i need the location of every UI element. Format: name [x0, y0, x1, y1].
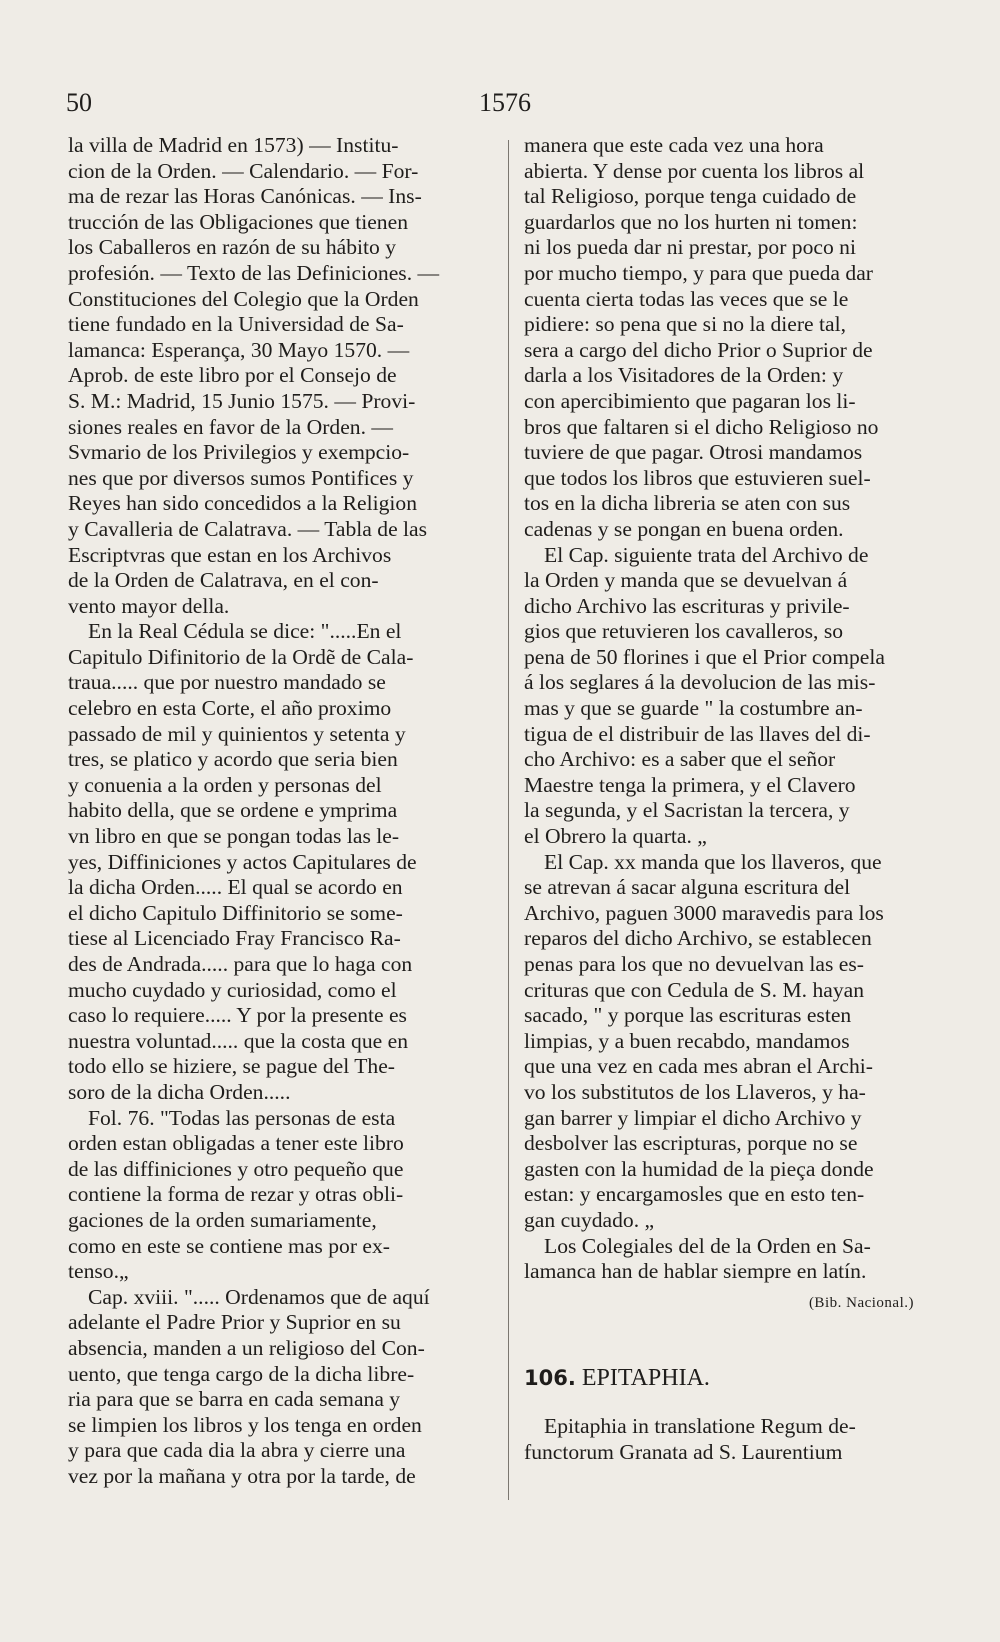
- text-line: como en este se contiene mas por ex-: [68, 1233, 390, 1258]
- text-line: el Obrero la quarta. „: [524, 824, 707, 849]
- text-line: que una vez en cada mes abran el Archi-: [524, 1054, 873, 1079]
- text-line: vento mayor della.: [68, 593, 230, 618]
- text-line: yes, Diffiniciones y actos Capitulares de: [68, 849, 417, 874]
- text-line: limpias, y a buen recabdo, mandamos: [524, 1028, 850, 1053]
- text-line: reparos del dicho Archivo, se establecen: [524, 926, 872, 951]
- text-line: gasten con la humidad de la pieça donde: [524, 1156, 874, 1181]
- text-line: abierta. Y dense por cuenta los libros al: [524, 158, 865, 183]
- text-line: el dicho Capitulo Diffinitorio se some-: [68, 900, 403, 925]
- text-line: tal Religioso, porque tenga cuidado de: [524, 184, 857, 209]
- text-line: vo los substitutos de los Llaveros, y ha-: [524, 1079, 866, 1104]
- text-line: ni los pueda dar ni prestar, por poco ni: [524, 235, 856, 260]
- text-line: trucción de las Obligaciones que tienen: [68, 209, 408, 234]
- text-line: mucho cuydado y curiosidad, como el: [68, 977, 397, 1002]
- text-line: mas y que se guarde " la costumbre an-: [524, 696, 863, 721]
- entry-title: EPITAPHIA.: [581, 1365, 710, 1392]
- text-line: los Caballeros en razón de su hábito y: [68, 235, 397, 260]
- text-line: gios que retuvieren los cavalleros, so: [524, 619, 844, 644]
- page-number: 50: [66, 88, 92, 117]
- text-line: la segunda, y el Sacristan la tercera, y: [524, 798, 850, 823]
- text-line: dicho Archivo las escrituras y privile-: [524, 593, 850, 618]
- text-line: En la Real Cédula se dice: ".....En el: [88, 619, 402, 644]
- text-line: cho Archivo: es a saber que el señor: [524, 747, 836, 772]
- text-line: crituras que con Cedula de S. M. hayan: [524, 977, 865, 1002]
- text-line: gaciones de la orden sumariamente,: [68, 1207, 377, 1232]
- text-line: tiene fundado en la Universidad de Sa-: [68, 312, 404, 337]
- text-line: y para que cada dia la abra y cierre una: [68, 1438, 406, 1463]
- text-line: gan cuydado. „: [524, 1207, 655, 1232]
- text-line: pidiere: so pena que si no la diere tal,: [524, 312, 846, 337]
- text-line: tres, se platico y acordo que seria bien: [68, 747, 398, 772]
- text-line: pena de 50 florines i que el Prior compela: [524, 644, 885, 669]
- text-line: la Orden y manda que se devuelvan á: [524, 568, 848, 593]
- text-line: absencia, manden a un religioso del Con-: [68, 1335, 425, 1360]
- right-column-text: [524, 133, 954, 1285]
- text-line: tigua de el distribuir de las llaves del di-: [524, 721, 871, 746]
- text-line: darla a los Visitadores de la Orden: y: [524, 363, 844, 388]
- text-line: tiese al Licenciado Fray Francisco Ra-: [68, 926, 401, 951]
- text-line: Maestre tenga la primera, y el Clavero: [524, 772, 856, 797]
- right-column: [524, 133, 954, 1465]
- text-line: habito della, que se ordene e ymprima: [68, 798, 398, 823]
- text-line: estan: y encargamosles que en esto ten-: [524, 1182, 865, 1207]
- text-line: y Cavalleria de Calatrava. — Tabla de las: [68, 516, 428, 541]
- running-year: 1576: [479, 88, 531, 117]
- text-line: vn libro en que se pongan todas las le-: [68, 824, 400, 849]
- text-line: siones reales en favor de la Orden. —: [68, 414, 393, 439]
- text-line: El Cap. xx manda que los llaveros, que: [544, 849, 882, 874]
- text-line: profesión. — Texto de las Definiciones. —: [68, 260, 440, 285]
- text-line: functorum Granata ad S. Laurentium: [524, 1439, 843, 1464]
- text-line: contiene la forma de rezar y otras obli-: [68, 1182, 404, 1207]
- text-line: traua..... que por nuestro mandado se: [68, 670, 386, 695]
- text-line: la villa de Madrid en 1573) — Institu-: [68, 133, 399, 157]
- text-line: uento, que tenga cargo de la dicha libre-: [68, 1361, 415, 1386]
- text-line: El Cap. siguiente trata del Archivo de: [544, 542, 869, 567]
- text-line: nes que por diversos sumos Pontifices y: [68, 465, 414, 490]
- text-line: guardarlos que no los hurten ni tomen:: [524, 209, 858, 234]
- left-column: [68, 133, 500, 1489]
- text-line: celebro en esta Corte, el año proximo: [68, 696, 392, 721]
- text-line: nuestra voluntad..... que la costa que en: [68, 1028, 408, 1053]
- text-line: por mucho tiempo, y para que pueda dar: [524, 260, 873, 285]
- source-note: (Bib. Nacional.): [808, 1294, 914, 1311]
- text-line: se limpien los libros y los tenga en orden: [68, 1412, 422, 1437]
- text-line: vez por la mañana y otra por la tarde, de: [68, 1463, 416, 1488]
- text-line: gan barrer y limpiar el dicho Archivo y: [524, 1105, 862, 1130]
- entry-heading: [524, 1366, 954, 1392]
- text-line: bros que faltaren si el dicho Religioso no: [524, 414, 879, 439]
- text-line: Cap. xviii. "..... Ordenamos que de aquí: [88, 1284, 430, 1309]
- text-line: sacado, " y porque las escrituras esten: [524, 1003, 852, 1028]
- text-line: tuviere de que pagar. Otrosi mandamos: [524, 440, 863, 465]
- text-line: Los Colegiales del de la Orden en Sa-: [544, 1233, 871, 1258]
- text-line: Constituciones del Colegio que la Orden: [68, 286, 419, 311]
- text-line: que todos los libros que estuvieren suel-: [524, 465, 871, 490]
- text-line: tos en la dicha libreria se aten con sus: [524, 491, 851, 516]
- text-line: Svmario de los Privilegios y exempcio-: [68, 440, 410, 465]
- text-line: sera a cargo del dicho Prior o Suprior de: [524, 337, 873, 362]
- text-line: Archivo, paguen 3000 maravedis para los: [524, 900, 884, 925]
- text-line: cuenta cierta todas las veces que se le: [524, 286, 849, 311]
- text-line: lamanca: Esperança, 30 Mayo 1570. —: [68, 337, 410, 362]
- text-line: la dicha Orden..... El qual se acordo en: [68, 875, 403, 900]
- text-line: Escriptvras que estan en los Archivos: [68, 542, 392, 567]
- text-line: Fol. 76. "Todas las personas de esta: [88, 1105, 396, 1130]
- text-line: passado de mil y quinientos y setenta y: [68, 721, 406, 746]
- text-line: Capitulo Difinitorio de la Ordẽ de Cala-: [68, 644, 414, 669]
- text-line: todo ello se hiziere, se pague del The-: [68, 1054, 395, 1079]
- text-line: á los seglares á la devolucion de las mis-: [524, 670, 876, 695]
- text-line: se atrevan á sacar alguna escritura del: [524, 875, 851, 900]
- text-line: Reyes han sido concedidos a la Religion: [68, 491, 418, 516]
- text-line: de la Orden de Calatrava, en el con-: [68, 568, 379, 593]
- entry-number: 106.: [524, 1366, 576, 1391]
- text-line: manera que este cada vez una hora: [524, 133, 824, 157]
- text-line: desbolver las escripturas, porque no se: [524, 1131, 858, 1156]
- text-line: orden estan obligadas a tener este libro: [68, 1131, 404, 1156]
- text-line: S. M.: Madrid, 15 Junio 1575. — Provi-: [68, 388, 416, 413]
- text-line: tenso.„: [68, 1259, 129, 1284]
- text-line: soro de la dicha Orden.....: [68, 1079, 291, 1104]
- text-line: ma de rezar las Horas Canónicas. — Ins-: [68, 184, 422, 209]
- text-line: de las diffiniciones y otro pequeño que: [68, 1156, 404, 1181]
- text-line: penas para los que no devuelvan las es-: [524, 952, 864, 976]
- text-line: ria para que se barra en cada semana y: [68, 1387, 401, 1412]
- text-line: con apercibimiento que pagaran los li-: [524, 388, 856, 413]
- text-line: cion de la Orden. — Calendario. — For-: [68, 158, 419, 183]
- text-line: cadenas y se pongan en buena orden.: [524, 516, 844, 541]
- page-header: [66, 88, 944, 128]
- text-line: y conuenia a la orden y personas del: [68, 772, 382, 797]
- text-line: Epitaphia in translatione Regum de-: [544, 1413, 856, 1438]
- text-line: Aprob. de este libro por el Consejo de: [68, 363, 397, 388]
- text-line: adelante el Padre Prior y Suprior en su: [68, 1310, 401, 1335]
- column-divider: [508, 140, 509, 1500]
- entry-text: [524, 1414, 954, 1465]
- text-line: caso lo requiere..... Y por la presente es: [68, 1003, 407, 1028]
- text-line: lamanca han de hablar siempre en latín.: [524, 1259, 867, 1284]
- text-line: des de Andrada..... para que lo haga con: [68, 952, 413, 976]
